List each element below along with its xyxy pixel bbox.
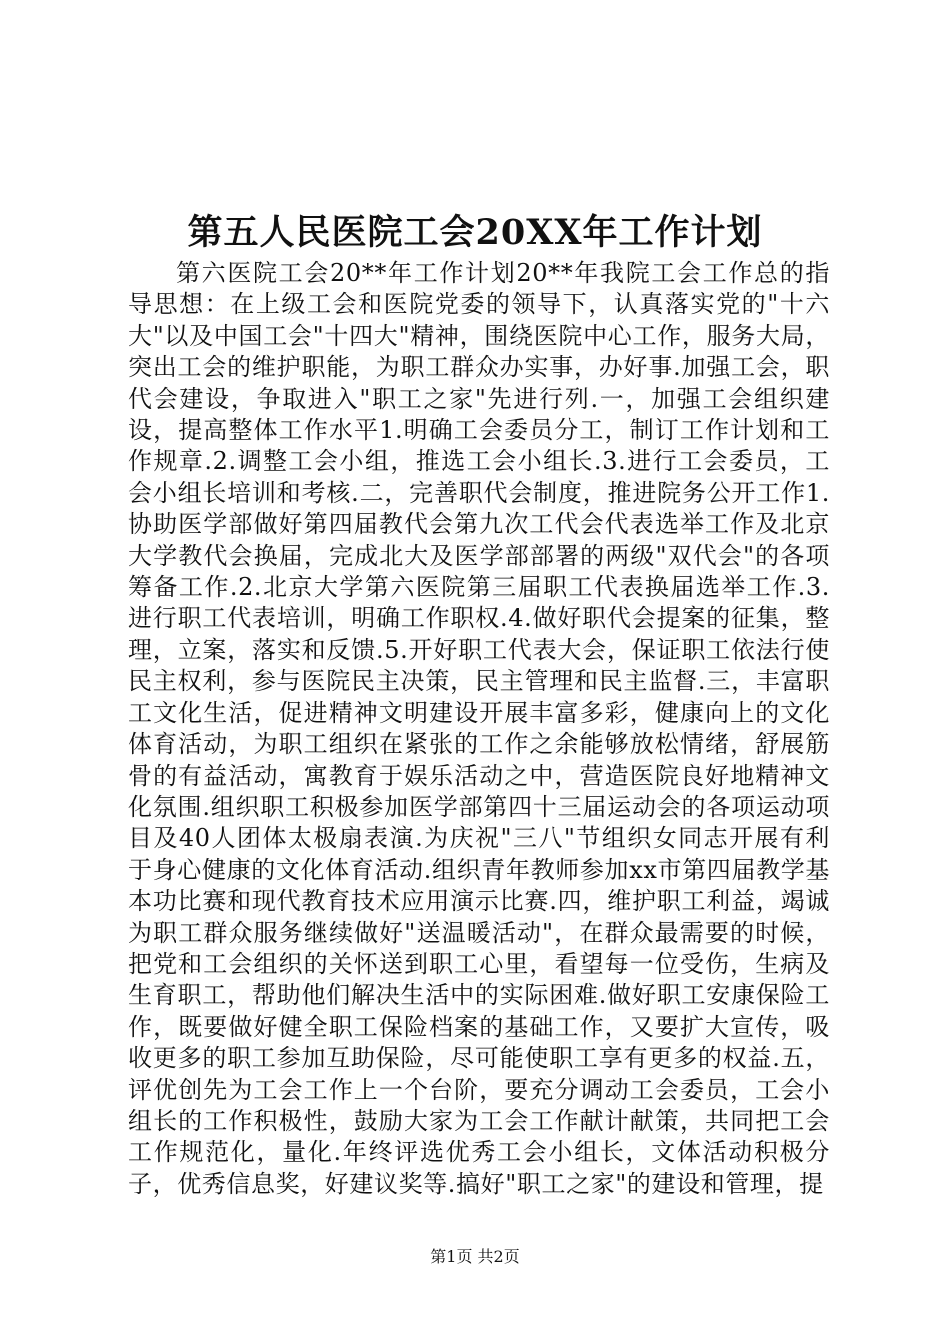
document-title: 第五人民医院工会20XX年工作计划 xyxy=(187,212,763,254)
page-number-indicator: 第1页 共2页 xyxy=(430,1247,520,1266)
document-body-paragraph: 第六医院工会20**年工作计划20**年我院工会工作总的指导思想：在上级工会和医院党委的领导下，认真落实党的"十六大"以及中国工会"十四大"精神，围绕医院中心工作，服务大局，突出工会的维护职能，为职工群众办实事，办好事.加强工会，职代会建设，争取进入"职工之家"先进行列.一，加强工会组织建设，提高整体工作水平1.明确工会委员分工，制订工作计划和工作规章.2.调整工会小组，推选工会小组长.3.进行工会委员，工会小组长培训和考核.二，完善职代会制度，推进院务公开工作1.协助医学部做好第四届教代会第九次工代会代表选举工作及北京大学教代会换届，完成北大及医学部部署的两级"双代会"的各项筹备工作.2.北京大学第六医院第三届职工代表换届选举工作.3.进行职工代表培训，明确工作职权.4.做好职代会提案的征集，整理，立案，落实和反馈.5.开好职工代表大会，保证职工依法行使民主权利，参与医院民主决策，民主管理和民主监督.三，丰富职工文化生活，促进精神文明建设开展丰富多彩，健康向上的文化体育活动，为职工组织在紧张的工作之余能够放松情绪，舒展筋骨的有益活动，寓教育于娱乐活动之中，营造医院良好地精神文化氛围.组织职工积极参加医学部第四十三届运动会的各项运动项目及40人团体太极扇表演.为庆祝"三八"节组织女同志开展有利于身心健康的文化体育活动.组织青年教师参加xx市第四届教学基本功比赛和现代教育技术应用演示比赛.四，维护职工利益，竭诚为职工群众服务继续做好"送温暖活动"，在群众最需要的时候，把党和工会组织的关怀送到职工心里，看望每一位受伤，生病及生育职工，帮助他们解决生活中的实际困难.做好职工安康保险工作，既要做好健全职工保险档案的基础工作，又要扩大宣传，吸收更多的职工参加互助保险，尽可能使职工享有更多的权益.五，评优创先为工会工作上一个台阶，要充分调动工会委员，工会小组长的工作积极性，鼓励大家为工会工作献计献策，共同把工会工作规范化，量化.年终评选优秀工会小组长，文体活动积极分子，优秀信息奖，好建议奖等.搞好"职工之家"的建设和管理，提 xyxy=(128,259,830,1198)
